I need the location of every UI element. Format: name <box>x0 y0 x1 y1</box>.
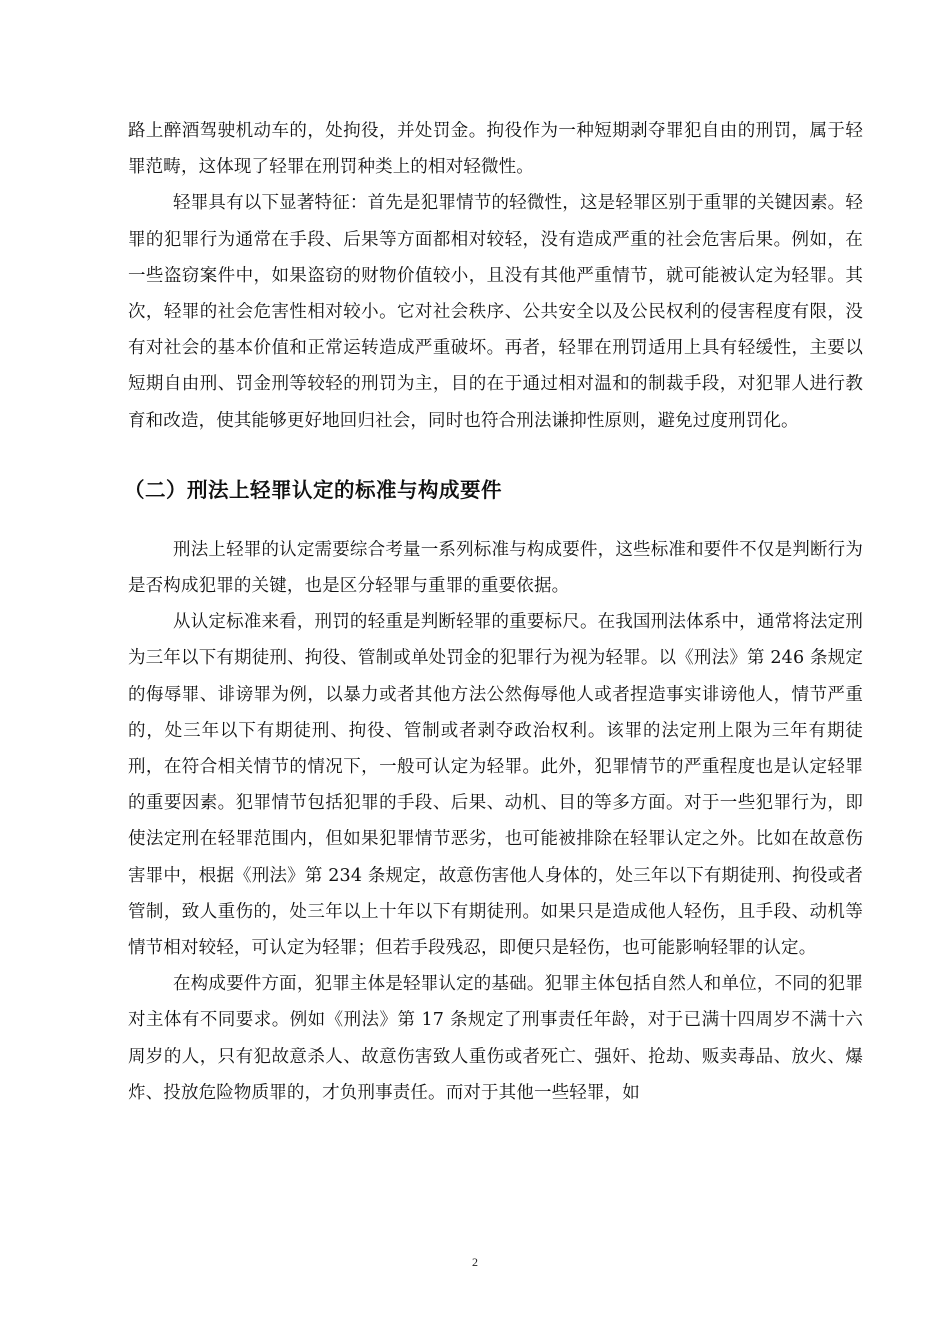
paragraph-continued: 路上醉酒驾驶机动车的，处拘役，并处罚金。拘役作为一种短期剥夺罪犯自由的刑罚，属于轻罪范畴，这体现了轻罪在刑罚种类上的相对轻微性。 <box>128 121 863 178</box>
paragraph-identification-standard: 从认定标准来看，刑罚的轻重是判断轻罪的重要标尺。在我国刑法体系中，通常将法定刑为三年以下有期徒刑、拘役、管制或单处罚金的犯罪行为视为轻罪。以《刑法》第 246 条规定的侮辱罪、诽谤罪为例，以暴力或者其他方法公然侮辱他人或者捏造事实诽谤他人，情节严重的，处三年以下有期徒刑、拘役、管制或者剥夺政治权利。该罪的法定刑上限为三年有期徒刑，在符合相关情节的情况下，一般可认定为轻罪。此外，犯罪情节的严重程度也是认定轻罪的重要因素。犯罪情节包括犯罪的手段、后果、动机、目的等多方面。对于一些犯罪行为，即使法定刑在轻罪范围内，但如果犯罪情节恶劣，也可能被排除在轻罪认定之外。比如在故意伤害罪中，根据《刑法》第 234 条规定，故意伤害他人身体的，处三年以下有期徒刑、拘役或者管制，致人重伤的，处三年以上十年以下有期徒刑。如果只是造成他人轻伤，且手段、动机等情节相对较轻，可认定为轻罪；但若手段残忍，即便只是轻伤，也可能影响轻罪的认定。 <box>128 612 863 959</box>
page-body <box>124 113 863 1111</box>
paragraph-constituent-elements: 在构成要件方面，犯罪主体是轻罪认定的基础。犯罪主体包括自然人和单位，不同的犯罪对主体有不同要求。例如《刑法》第 17 条规定了刑事责任年龄，对于已满十四周岁不满十六周岁的人，只有犯故意杀人、故意伤害致人重伤或者死亡、强奸、抢劫、贩卖毒品、放火、爆炸、投放危险物质罪的，才负刑事责任。而对于其他一些轻罪，如 <box>128 974 863 1103</box>
paragraph-light-crime-features: 轻罪具有以下显著特征：首先是犯罪情节的轻微性，这是轻罪区别于重罪的关键因素。轻罪的犯罪行为通常在手段、后果等方面都相对较轻，没有造成严重的社会危害后果。例如，在一些盗窃案件中，如果盗窃的财物价值较小，且没有其他严重情节，就可能被认定为轻罪。其次，轻罪的社会危害性相对较小。它对社会秩序、公共安全以及公民权利的侵害程度有限，没有对社会的基本价值和正常运转造成严重破坏。再者，轻罪在刑罚适用上具有轻缓性，主要以短期自由刑、罚金刑等较轻的刑罚为主，目的在于通过相对温和的制裁手段，对犯罪人进行教育和改造，使其能够更好地回归社会，同时也符合刑法谦抑性原则，避免过度刑罚化。 <box>128 193 863 431</box>
section-heading: （二）刑法上轻罪认定的标准与构成要件 <box>124 477 502 502</box>
paragraph-standards-intro: 刑法上轻罪的认定需要综合考量一系列标准与构成要件，这些标准和要件不仅是判断行为是否构成犯罪的关键，也是区分轻罪与重罪的重要依据。 <box>128 539 863 597</box>
page-number: 2 <box>472 1255 478 1269</box>
